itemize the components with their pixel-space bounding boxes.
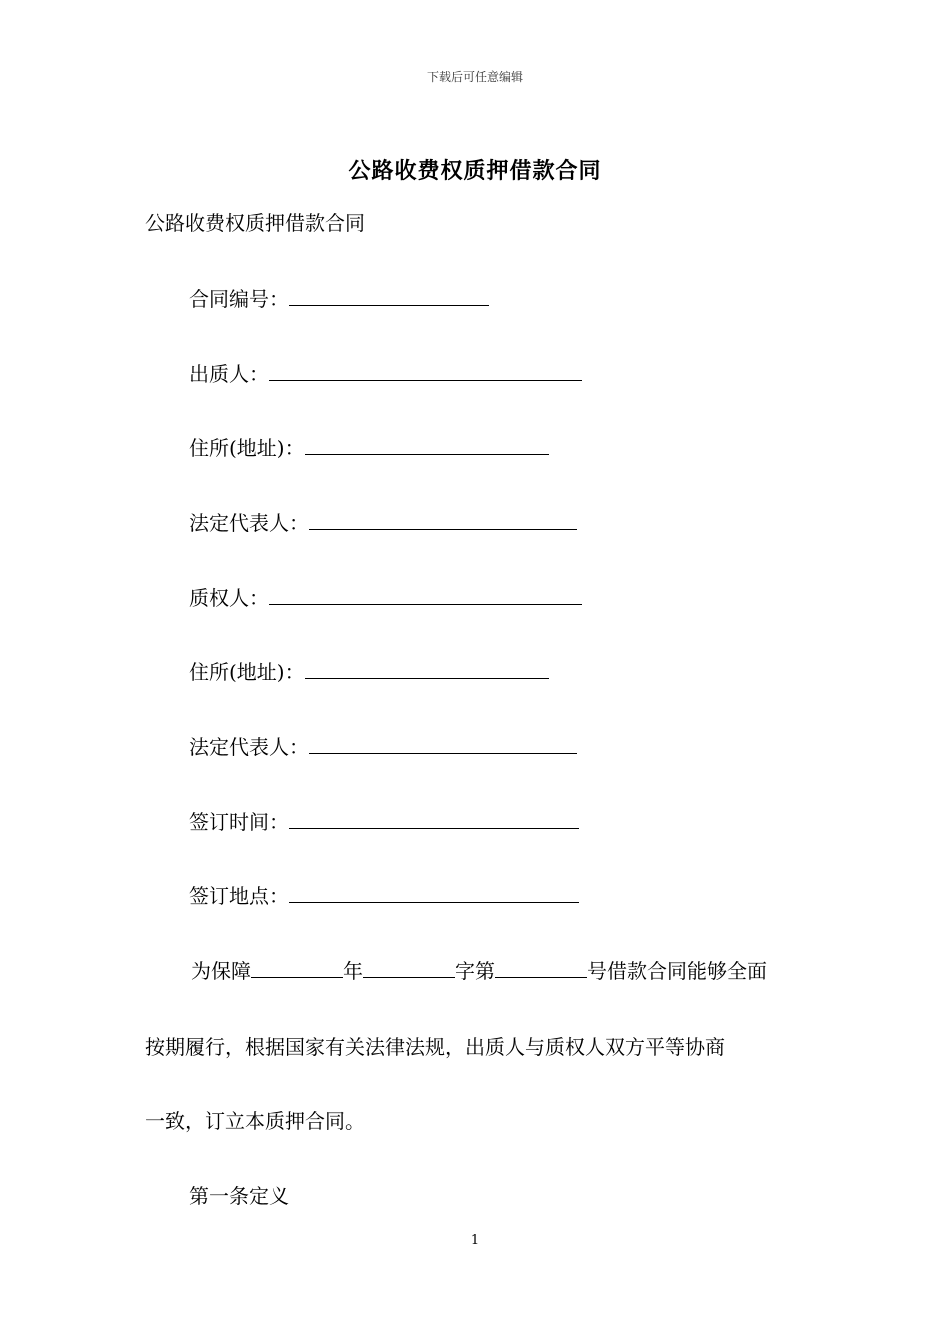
field-label: 法定代表人： [189,735,309,759]
pledgee-blank[interactable] [269,586,582,605]
field-label: 法定代表人： [189,511,309,535]
field-label: 签订地点： [189,884,289,908]
field-pledgor-representative [189,511,577,535]
header-note: 下载后可任意编辑 [426,70,523,84]
field-pledgee [189,586,582,610]
pledgee-address-blank[interactable] [305,660,549,679]
paragraph-line-3: 一致，订立本质押合同。 [145,1109,365,1133]
field-signing-time [189,810,579,834]
paragraph-text: 号借款合同能够全面 [587,959,767,983]
field-label: 签订时间： [189,810,289,834]
paragraph-text: 年 [343,959,363,983]
field-pledgee-representative [189,735,577,759]
paragraph-line-1 [191,959,767,983]
field-pledgor-address [189,436,549,460]
paragraph-text: 字第 [455,959,495,983]
document-subtitle: 公路收费权质押借款合同 [145,211,365,235]
pledgee-representative-blank[interactable] [309,735,577,754]
field-signing-place [189,884,579,908]
field-label: 合同编号： [189,287,289,311]
pledgor-blank[interactable] [269,362,582,381]
field-label: 质权人： [189,586,269,610]
field-label: 住所(地址)： [189,660,305,684]
year-blank[interactable] [251,959,343,978]
section-heading: 第一条定义 [189,1184,289,1208]
field-pledgee-address [189,660,549,684]
document-title: 公路收费权质押借款合同 [348,158,602,184]
contract-number-blank[interactable] [289,287,489,306]
paragraph-line-2: 按期履行，根据国家有关法律法规，出质人与质权人双方平等协商 [145,1035,725,1059]
number-blank[interactable] [495,959,587,978]
signing-time-blank[interactable] [289,810,579,829]
field-label: 住所(地址)： [189,436,305,460]
field-pledgor [189,362,582,386]
signing-place-blank[interactable] [289,884,579,903]
character-blank[interactable] [363,959,455,978]
pledgor-representative-blank[interactable] [309,511,577,530]
field-contract-number [189,287,489,311]
pledgor-address-blank[interactable] [305,436,549,455]
page-number: 1 [470,1233,480,1248]
paragraph-text: 为保障 [191,959,251,983]
field-label: 出质人： [189,362,269,386]
